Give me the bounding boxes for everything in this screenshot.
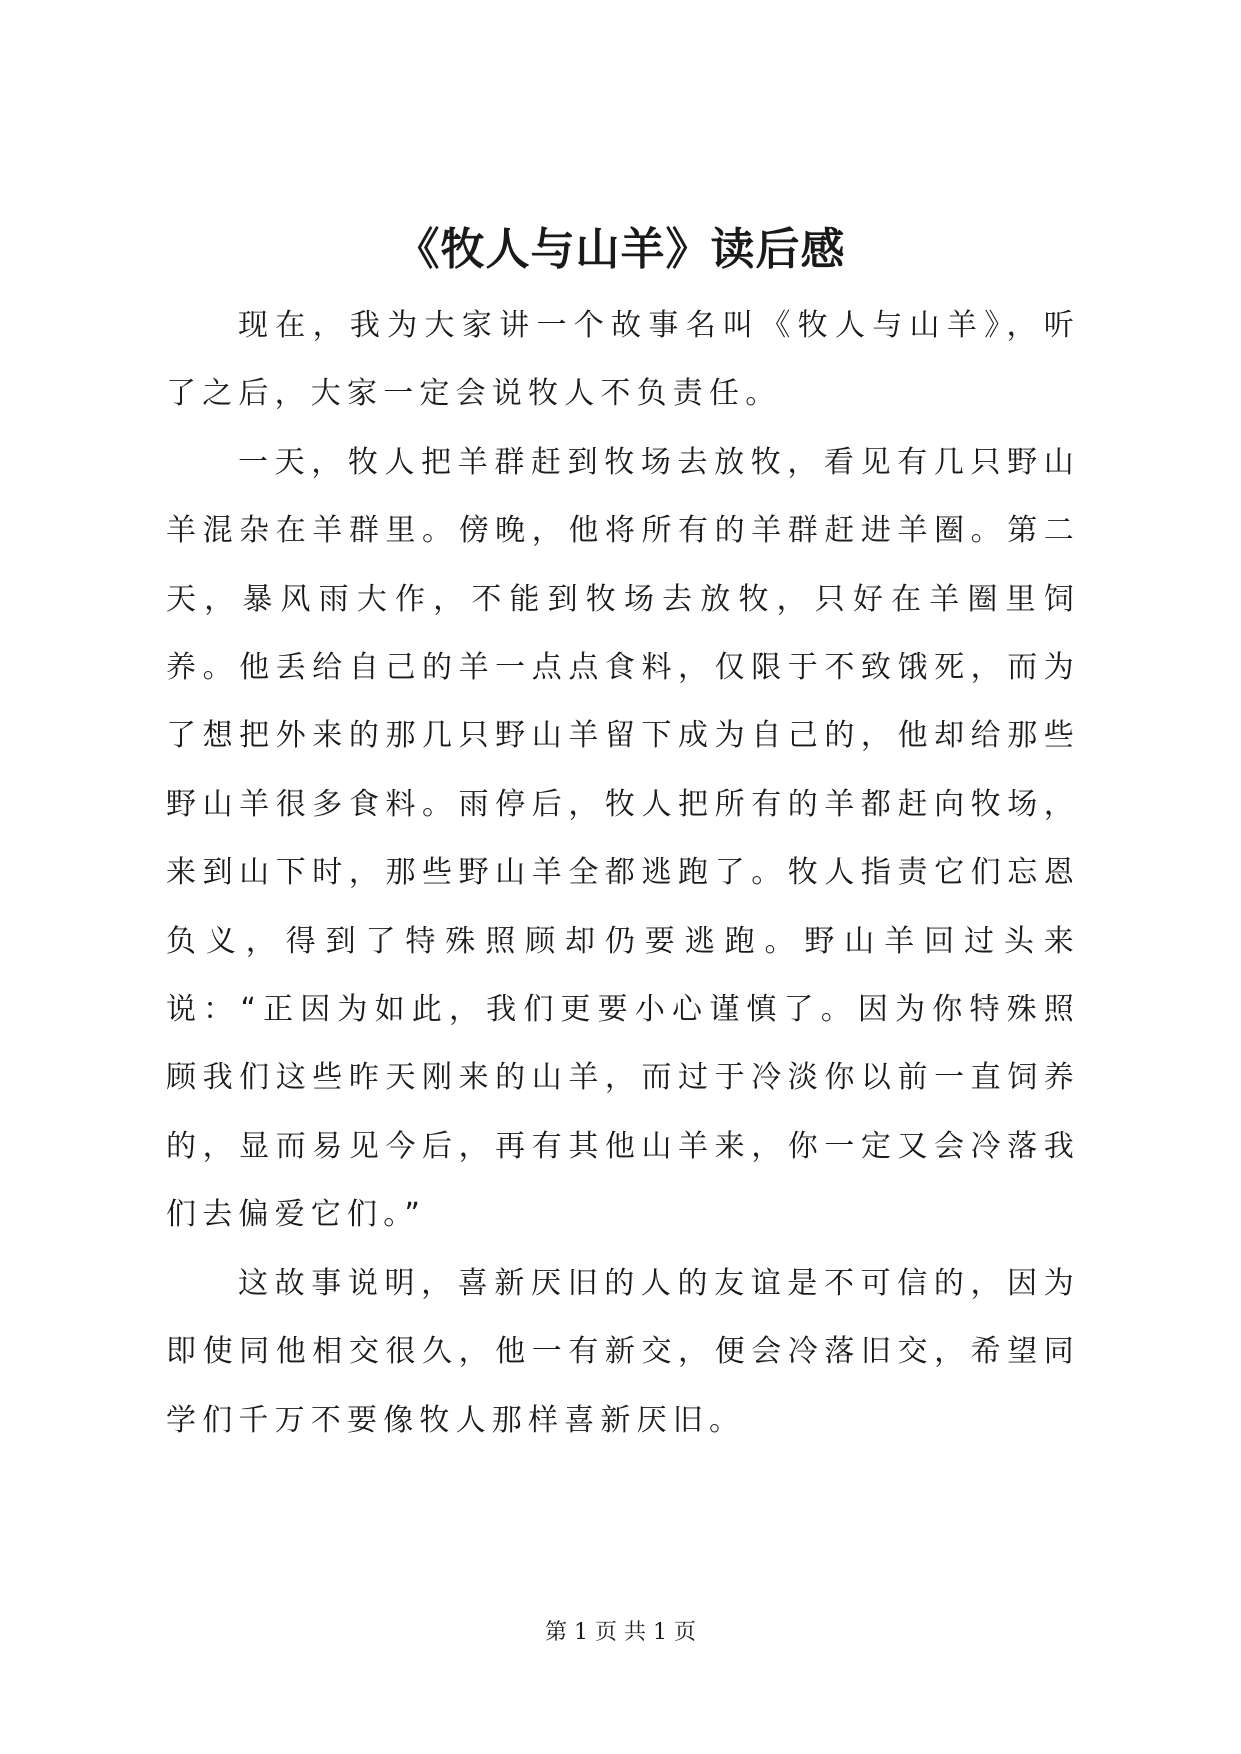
page-footer: 第 1 页 共 1 页	[545, 1620, 696, 1645]
paragraph-moral: 这故事说明，喜新厌旧的人的友谊是不可信的，因为即使同他相交很久，他一有新交，便会冷落旧交，希望同学们千万不要像牧人那样喜新厌旧。	[166, 1265, 1080, 1438]
paragraph-intro: 现在，我为大家讲一个故事名叫《牧人与山羊》，听了之后，大家一定会说牧人不负责任。	[166, 308, 1080, 412]
document-title: 《牧人与山羊》读后感	[395, 224, 846, 275]
paragraph-story: 一天，牧人把羊群赶到牧场去放牧，看见有几只野山羊混杂在羊群里。傍晚，他将所有的羊群赶进羊圈。第二天，暴风雨大作，不能到牧场去放牧，只好在羊圈里饲养。他丢给自己的羊一点点食料，仅限于不致饿死，而为了想把外来的那几只野山羊留下成为自己的，他却给那些野山羊很多食料。雨停后，牧人把所有的羊都赶向牧场，来到山下时，那些野山羊全都逃跑了。牧人指责它们忘恩负义，得到了特殊照顾却仍要逃跑。野山羊回过头来说：“正因为如此，我们更要小心谨慎了。因为你特殊照顾我们这些昨天刚来的山羊，而过于冷淡你以前一直饲养的，显而易见今后，再有其他山羊来，你一定又会冷落我们去偏爱它们。”	[166, 444, 1080, 1233]
document-body	[166, 292, 1080, 1455]
